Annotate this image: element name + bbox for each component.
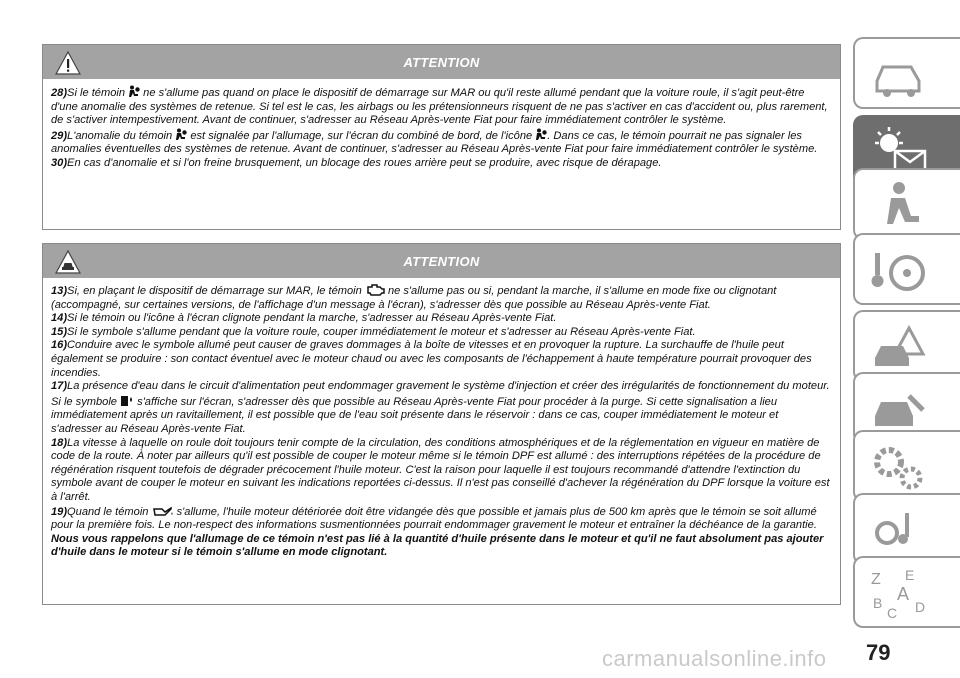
airbag-warning-icon: [175, 128, 187, 141]
tab-technical-data[interactable]: [853, 430, 960, 502]
warning-header: [43, 45, 840, 79]
watermark: carmanualsonline.info: [602, 646, 827, 671]
warning-body: [43, 79, 840, 179]
airbag-warning-icon: [128, 85, 140, 98]
svg-text:A: A: [897, 584, 910, 604]
warning-title: ATTENTION: [403, 254, 480, 269]
steering-key-icon: [869, 243, 929, 299]
page-number: 79: [866, 640, 891, 665]
note-30: 30)En cas d'anomalie et si l'on freine brusquement, un blocage des roues arrière peut se produire, avec risque de dérapage.: [51, 156, 662, 169]
svg-text:Z: Z: [871, 571, 881, 588]
seat-airbag-icon: [869, 178, 929, 234]
warning-box-airbag: [42, 44, 841, 230]
music-navigation-icon: [869, 503, 929, 559]
warning-title: ATTENTION: [403, 55, 480, 70]
svg-text:D: D: [915, 599, 926, 615]
note-17: 17)La présence d'eau dans le circuit d'alimentation peut endommager gravement le système d'injection et créer des irrégularités de fonctionnement du moteur. Si le symbole s'affiche sur l'écran, s'adresser dès que possible au Réseau Après-vente Fiat pour procéder à la purge. Si cette signalisation a lieu immédiatement après un ravitaillement, il est possible que de l'eau soit présente dans le réservoir : dans ce cas, couper immédiatement le moteur et s'adresser au Réseau Après-vente Fiat.: [51, 380, 830, 435]
svg-text:B: B: [873, 595, 883, 611]
car-icon: [869, 47, 929, 103]
warning-body: [43, 278, 840, 568]
note-15: 15)Si le symbole s'allume pendant que la voiture roule, couper immédiatement le moteur et s'adresser au Réseau Après-vente Fiat.: [51, 325, 696, 338]
tab-multimedia[interactable]: [853, 493, 960, 565]
note-28: 28)Si le témoin ne s'allume pas quand on place le dispositif de démarrage sur MAR ou qu'il reste allumé pendant que la voiture roule, il s'agit peut-être d'une anomalie des systèmes de retenue. Si tel est le cas, les airbags ou les prétensionneurs risquent de ne pas s'activer en cas d'accident ou, plus rarement, de s'activer intempestivement. Avant de continuer, s'adresser au Réseau Après-vente Fiat pour faire immédiatement contrôler le système.: [51, 87, 828, 127]
engine-warning-icon: [365, 284, 385, 296]
water-in-fuel-icon: [120, 394, 134, 407]
alphabet-index-icon: [869, 566, 929, 622]
note-16: 16)Conduire avec le symbole allumé peut causer de graves dommages à la boîte de vitesses et en provoquer la rupture. La surchauffe de l'huile peut également se produire : son contact éventuel avec le moteur chaud ou avec les composants de l'échappement à haute température pourrait provoquer des incendies.: [51, 339, 812, 379]
note-18: 18)La vitesse à laquelle on roule doit toujours tenir compte de la circulation, des conditions atmosphériques et de la réglementation en vigueur en matière de code de la route. À noter par ailleurs qu'il est possible de couper le moteur même si le témoin DPF est allumé : des interruptions répétées de la procédure de régénération risquent toutefois de dégrader précocement l'huile moteur. C'est la raison pour laquelle il est toujours recommandé d'attendre l'extinction du symbole avant de couper le moteur en suivant les indications reportées ci-dessus. Il n'est pas conseillé d'achever la régénération du DPF lorsque la voiture est à l'arrêt.: [51, 436, 830, 503]
svg-text:E: E: [905, 567, 915, 583]
tab-safety[interactable]: [853, 168, 960, 240]
warning-header: [43, 244, 840, 278]
tab-car[interactable]: [853, 37, 960, 109]
oil-degradation-icon: [152, 505, 174, 517]
note-19: 19)Quand le témoin s'allume, l'huile moteur détériorée doit être vidangée dès que possible et jamais plus de 500 km après que le témoin se soit allumé pour la première fois. Le non-respect des informations susmentionnées pourrait endommager gravement le moteur et entraîner la déchéance de la garantie. Nous vous rappelons que l'allumage de ce témoin n'est pas lié à la quantité d'huile présente dans le moteur et qu'il ne faut absolument pas ajouter d'huile dans le moteur si le témoin s'allume en mode clignotant.: [51, 505, 824, 559]
note-14: 14)Si le témoin ou l'icône à l'écran clignote pendant la marche, s'adresser au Réseau Après-vente Fiat.: [51, 312, 557, 325]
warning-box-engine: [42, 243, 841, 605]
car-crash-warning-icon: [869, 320, 929, 376]
note-29: 29)L'anomalie du témoin est signalée par l'allumage, sur l'écran du combiné de bord, de l'icône . Dans ce cas, le témoin pourrait ne pas signaler les anomalies éventuelles des systèmes de retenue. Avant de continuer, s'adresser au Réseau Après-vente Fiat pour faire immédiatement contrôler le système.: [51, 129, 818, 156]
note-13: 13)Si, en plaçant le dispositif de démarrage sur MAR, le témoin ne s'allume pas ou si, pendant la marche, il s'allume en mode fixe ou clignotant (accompagné, sur certaines versions, de l'affichage d'un message à l'écran), s'adresser dès que possible au Réseau Après-vente Fiat.: [51, 285, 777, 311]
gears-icon: [869, 440, 929, 496]
airbag-fault-icon: [535, 128, 547, 141]
tab-driving[interactable]: [853, 233, 960, 305]
tab-index[interactable]: [853, 556, 960, 628]
svg-text:C: C: [887, 605, 898, 621]
